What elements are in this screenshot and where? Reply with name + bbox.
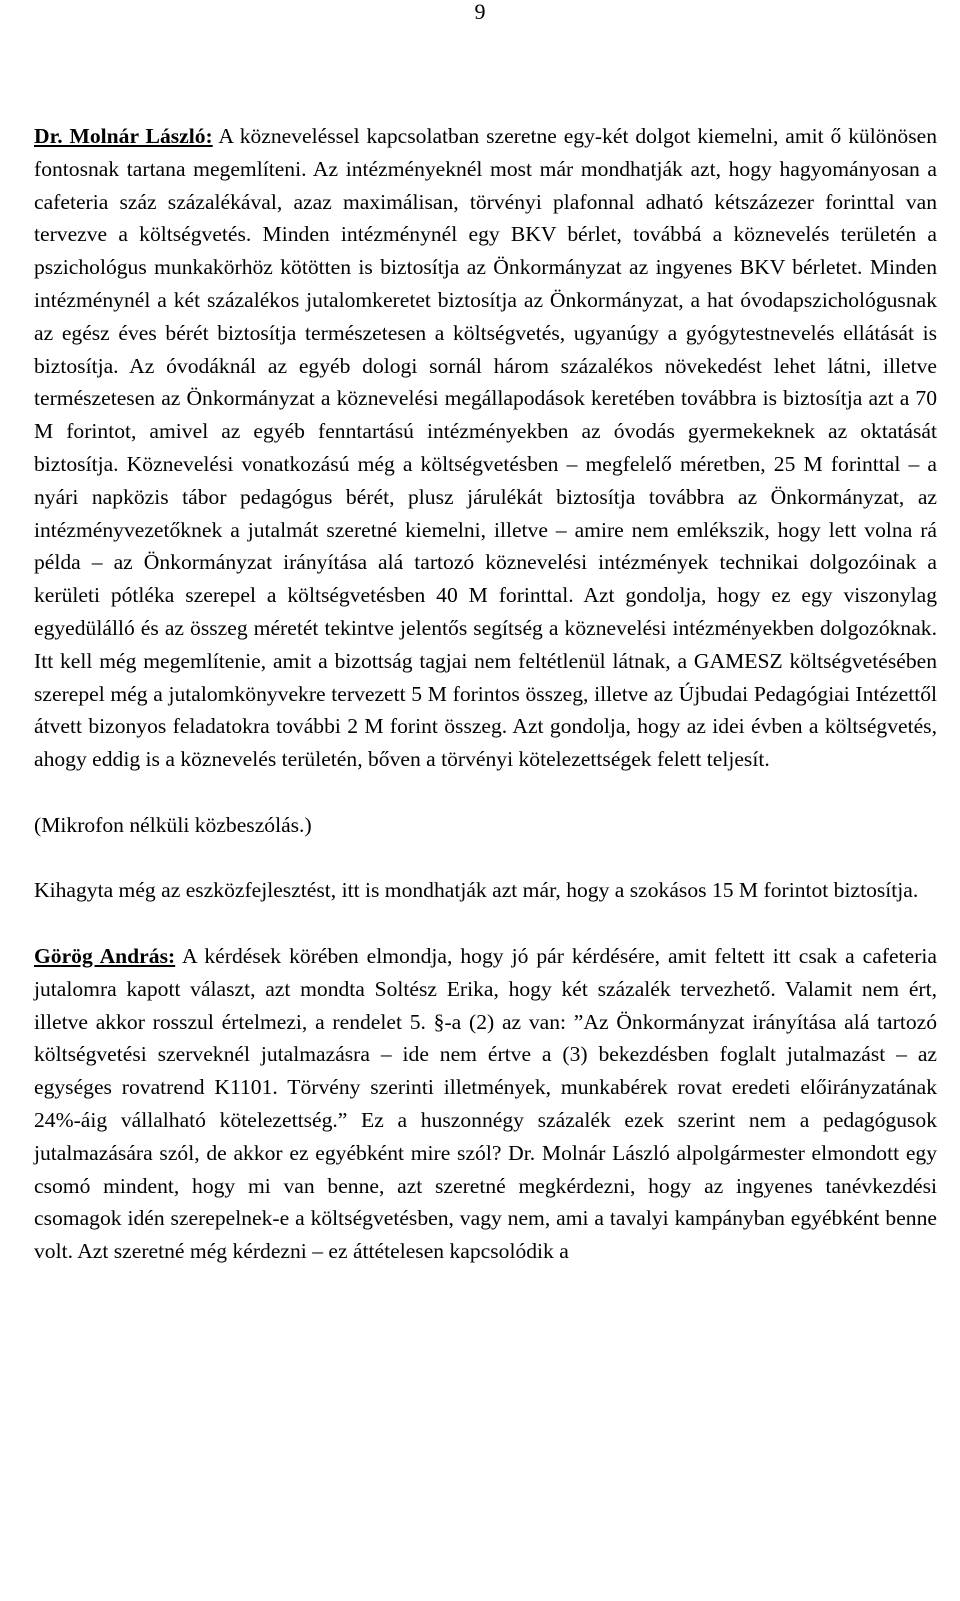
paragraph-molnar — [34, 120, 937, 776]
page-number: 9 — [474, 0, 486, 24]
paragraph-text: A közneveléssel kapcsolatban szeretne egy-két dolgot kiemelni, amit ő különösen fontosnak tartana megemlíteni. Az intézményeknél most már mondhatják azt, hogy hagyományosan a cafeteria száz százalékával, azaz maximálisan, törvényi plafonnal adható kétszázezer forinttal van tervezve a költségvetés. Minden intézménynél egy BKV bérlet, továbbá a köznevelés területén a pszichológus munkakörhöz kötötten is biztosítja az Önkormányzat az ingyenes BKV bérletet. Minden intézménynél a két százalékos jutalomkeretet biztosítja az Önkormányzat, a hat óvodapszichológusnak az egész éves bérét biztosítja természetesen a költségvetés, ugyanúgy a gyógytestnevelés ellátását is biztosítja. Az óvodáknál az egyéb dologi sornál három százalékos növekedést lehet látni, illetve természetesen az Önkormányzat a köznevelési megállapodások keretében továbbra is biztosítja azt a 70 M forintot, amivel az egyéb fenntartású intézményekben az óvodás gyermekeknek az oktatását biztosítja. Köznevelési vonatkozású még a költségvetésben – megfelelő méretben, 25 M forinttal – a nyári napközis tábor pedagógus bérét, plusz járulékát biztosítja továbbra az Önkormányzat, az intézményvezetőknek a jutalmát szeretné kiemelni, illetve – amire nem emlékszik, hogy lett volna rá példa – az Önkormányzat irányítása alá tartozó köznevelési intézmények technikai dolgozóinak a kerületi pótléka szerepel a költségvetésben 40 M forinttal. Azt gondolja, hogy ez egy viszonylag egyedülálló és az összeg méretét tekintve jelentős segítség a köznevelési intézményekben dolgozóknak. Itt kell még megemlítenie, amit a bizottság tagjai nem feltétlenül látnak, a GAMESZ költségvetésében szerepel még a jutalomkönyvekre tervezett 5 M forintos összeg, illetve az Újbudai Pedagógiai Intézettől átvett bizonyos feladatokra további 2 M forint összeg. Azt gondolja, hogy az idei évben a költségvetés, ahogy eddig is a köznevelés területén, bőven a törvényi kötelezettségek felett teljesít. — [34, 124, 937, 772]
speaker-name: Görög András: — [34, 943, 176, 968]
paragraph-continuation — [34, 874, 937, 907]
paragraph-gorog — [34, 940, 937, 1268]
paragraph-text: (Mikrofon nélküli közbeszólás.) — [34, 812, 312, 837]
document-body — [34, 120, 937, 1301]
paragraph-text: A kérdések körében elmondja, hogy jó pár kérdésére, amit feltett itt csak a cafeteria jutalomra kapott választ, azt mondta Soltész Erika, hogy két százalék tervezhető. Valamit nem ért, illetve akkor rosszul értelmezi, a rendelet 5. §-a (2) az van: ”Az Önkormányzat irányítása alá tartozó költségvetési szerveknél jutalmazásra – ide nem értve a (3) bekezdésben foglalt jutalmazást – az egységes rovatrend K1101. Törvény szerinti illetmények, munkabérek rovat eredeti előirányzatának 24%-áig vállalható kötelezettség.” Ez a huszonnégy százalék ezek szerint nem a pedagógusok jutalmazására szól, de akkor ez egyébként mire szól? Dr. Molnár László alpolgármester elmondott egy csomó mindent, hogy mi van benne, azt szeretné megkérdezni, hogy az ingyenes tanévkezdési csomagok idén szerepelnek-e a költségvetésben, vagy nem, ami a tavalyi kampányban egyébként benne volt. Azt szeretné még kérdezni – ez áttételesen kapcsolódik a — [34, 943, 937, 1264]
speaker-name: Dr. Molnár László: — [34, 124, 213, 148]
paragraph-interjection — [34, 809, 937, 842]
paragraph-text: Kihagyta még az eszközfejlesztést, itt is mondhatják azt már, hogy a szokásos 15 M forintot biztosítja. — [34, 878, 919, 903]
